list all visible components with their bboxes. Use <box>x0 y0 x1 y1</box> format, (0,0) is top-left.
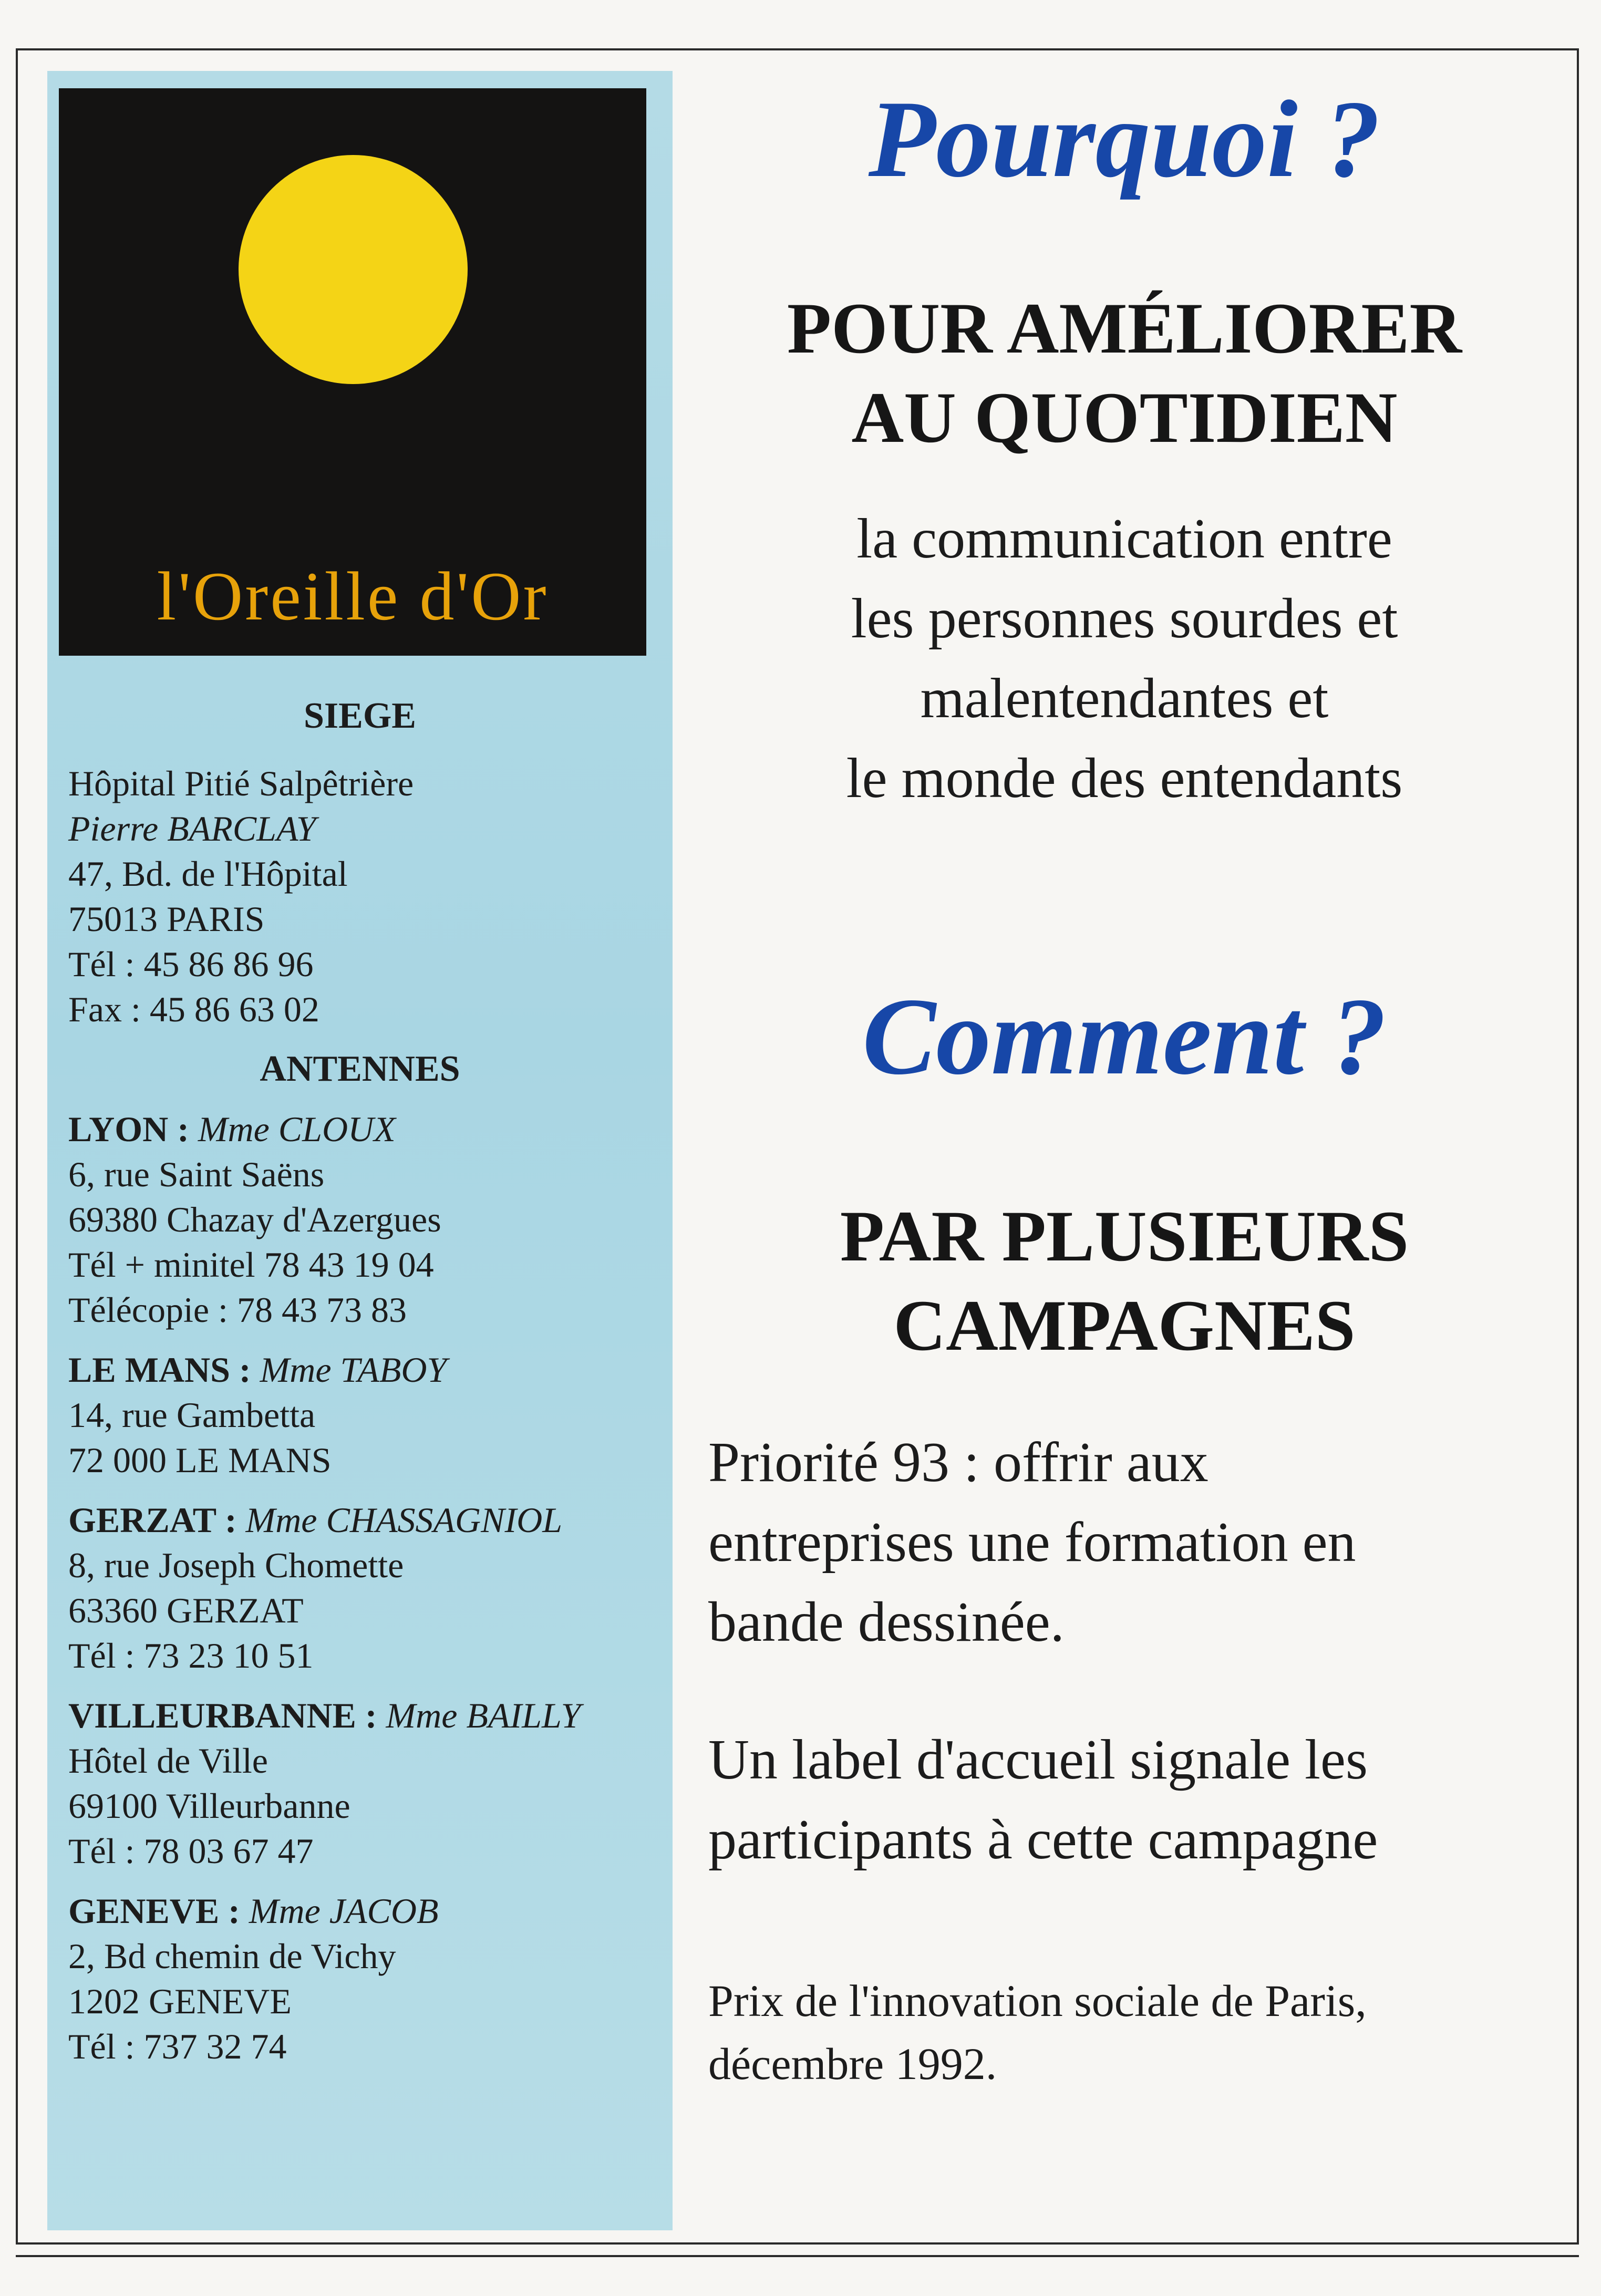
antenne-gerzat <box>68 1497 652 1543</box>
antenne-line: 2, Bd chemin de Vichy <box>68 1936 396 1976</box>
antennes-heading: ANTENNES <box>260 1049 460 1089</box>
main-column <box>683 79 1566 2095</box>
antenne-line: Hôtel de Ville <box>68 1741 268 1781</box>
antenne-contact: Mme CHASSAGNIOL <box>245 1500 563 1540</box>
priority-text: Priorité 93 : offrir aux <box>708 1431 1209 1494</box>
antenne-line: 69380 Chazay d'Azergues <box>68 1199 441 1239</box>
priority-text: bande dessinée. <box>708 1591 1065 1653</box>
how-caps: CAMPAGNES <box>893 1285 1356 1366</box>
antenne-line: Tél : 73 23 10 51 <box>68 1636 314 1676</box>
antenne-city: GERZAT : <box>68 1500 237 1540</box>
antenne-villeurbanne <box>68 1693 652 1738</box>
priority-text: entreprises une formation en <box>708 1511 1356 1574</box>
antenne-geneve <box>68 1888 652 1933</box>
why-body: les personnes sourdes et <box>851 587 1398 650</box>
antenne-line: Tél + minitel 78 43 19 04 <box>68 1245 434 1285</box>
sun-icon <box>237 154 469 385</box>
antenne-line: Tél : 78 03 67 47 <box>68 1831 314 1871</box>
antenne-line: 72 000 LE MANS <box>68 1440 332 1480</box>
antenne-line: 14, rue Gambetta <box>68 1395 316 1435</box>
siege-line: 75013 PARIS <box>68 899 265 939</box>
why-body: le monde des entendants <box>846 747 1403 810</box>
logo <box>59 88 646 656</box>
why-caps: AU QUOTIDIEN <box>851 377 1398 458</box>
antenne-line: 1202 GENEVE <box>68 1981 292 2021</box>
how-heading: Comment ? <box>862 976 1387 1098</box>
antenne-city: LE MANS : <box>68 1350 251 1390</box>
antenne-lyon <box>68 1106 652 1152</box>
bottom-rule <box>16 2255 1579 2257</box>
why-caps: POUR AMÉLIORER <box>787 288 1462 368</box>
address-block <box>68 694 652 2069</box>
why-body: malentendantes et <box>920 667 1329 730</box>
logo-text: l'Oreille d'Or <box>157 557 549 635</box>
antenne-line: Télécopie : 78 43 73 83 <box>68 1290 407 1330</box>
antenne-contact: Mme BAILLY <box>386 1695 581 1735</box>
antenne-line: Tél : 737 32 74 <box>68 2026 287 2066</box>
how-caps: PAR PLUSIEURS <box>840 1196 1409 1276</box>
antenne-city: GENEVE : <box>68 1891 240 1931</box>
antenne-contact: Mme TABOY <box>260 1350 447 1390</box>
why-heading: Pourquoi ? <box>868 78 1381 200</box>
antenne-line: 6, rue Saint Saëns <box>68 1154 325 1194</box>
siege-contact: Pierre BARCLAY <box>68 809 316 849</box>
label-text: Un label d'accueil signale les <box>708 1729 1368 1791</box>
label-text: participants à cette campagne <box>708 1808 1378 1871</box>
siege-fax: Fax : 45 86 63 02 <box>68 989 319 1029</box>
prize-text: décembre 1992. <box>708 2039 997 2089</box>
siege-line: Hôpital Pitié Salpêtrière <box>68 763 414 803</box>
prize-text: Prix de l'innovation sociale de Paris, <box>708 1976 1367 2026</box>
antenne-contact: Mme CLOUX <box>198 1109 396 1149</box>
antenne-city: LYON : <box>68 1109 189 1149</box>
antenne-line: 8, rue Joseph Chomette <box>68 1545 404 1585</box>
antenne-le-mans <box>68 1347 652 1392</box>
antenne-city: VILLEURBANNE : <box>68 1695 377 1735</box>
why-body: la communication entre <box>856 508 1392 570</box>
antenne-contact: Mme JACOB <box>249 1891 439 1931</box>
siege-phone: Tél : 45 86 86 96 <box>68 944 314 984</box>
antenne-line: 69100 Villeurbanne <box>68 1786 350 1826</box>
siege-line: 47, Bd. de l'Hôpital <box>68 854 348 894</box>
siege-heading: SIEGE <box>304 696 416 736</box>
antenne-line: 63360 GERZAT <box>68 1590 304 1630</box>
